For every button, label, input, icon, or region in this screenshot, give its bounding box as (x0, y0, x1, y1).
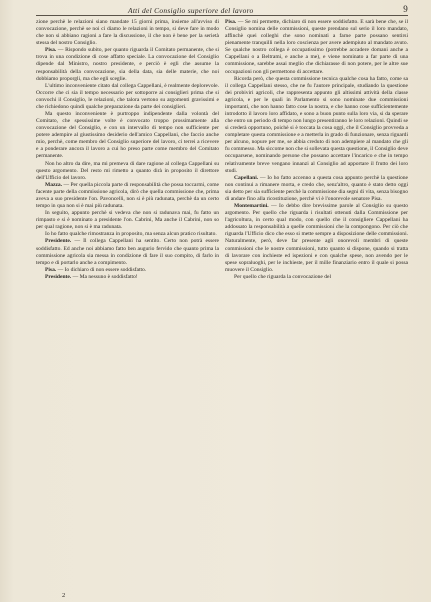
speaker-name: Pisa. (45, 266, 57, 273)
paragraph-text: Io ho fatto qualche rimostranza in proposito, ma senza alcun pratico risultato. (45, 231, 217, 238)
speaker-name: Pisa. (45, 47, 57, 54)
paragraph (36, 161, 219, 182)
running-header-title: Atti del Consiglio superiore del lavoro (128, 6, 254, 15)
speaker-name: Presidente. (45, 238, 72, 245)
header-rule (36, 15, 408, 16)
paragraph (36, 238, 219, 266)
speaker-name: Montemartini. (234, 203, 269, 210)
paragraph (225, 203, 408, 274)
paragraph (36, 231, 219, 238)
paragraph (225, 19, 408, 76)
paragraph (36, 210, 219, 231)
paragraph-text: — Per quella piccola parte di responsabilità che possa toccarmi, come facente parte della commissione agricola, dirò che quella commissione che, prima aveva a suo presidente l'on. Pavoncelli, non si è più radunata, perchè da un certo tempo in qua non si è mai più radunata. (36, 181, 219, 210)
paragraph-text: Per quello che riguarda la convocazione del (234, 273, 332, 280)
paragraph-text: — Il collega Cappellani ha sentito. Certo non potrà essere soddisfatto. Ed anche noi abbiamo fatto ben augurio fervido che quanto prima la commissione agricola sia messa in condizione di fare il suo compito, di farlo in tempo e di portarlo anche a compimento. (36, 238, 219, 266)
paragraph-text: — Ma nessuno è soddisfatto! (72, 273, 138, 280)
left-column (36, 19, 219, 591)
paragraph-text: zione perchè le relazioni siano mandate 15 giorni prima, insieme all'avviso di convocazione, perchè se noi ci diamo le relazioni in tempo, si deve fare in modo che non si abbiano ragioni a fare la discussione, il che non è bene per la serietà stessa del nostro Consiglio. (36, 19, 219, 47)
paragraph (225, 274, 408, 281)
paragraph-text: — Io dichiaro di non essere soddisfatto. (57, 266, 147, 273)
paragraph-text: — Se mi permette, dichiaro di non essere soddisfatto. E sarà bene che, se il Consiglio nomina delle commissioni, queste prendano sul serio il loro mandato, affinchè quei colleghi che sono nominati a farne parte possano sentirsi pienamente tranquilli nella loro coscienza per avere adempiuto al mandato avuto. Se qualche nostro collega è occupatissimo (potrebbe accadere domani anche a Cappellani o a Beltrami, e anche a me), e viene nominato a far parte di una commissione, sarebbe assai meglio che dichiarasse di non potere, per le altre sue occupazioni non gli permettono di accettare. (225, 19, 408, 75)
paragraph (225, 175, 408, 203)
paragraph (36, 83, 219, 111)
paragraph-text: — Io debbo dire brevissime parole al Consiglio su questo argomento. Per quello che riguarda i risultati ottenuti dalla Commissione per l'agricoltura, in certo qual modo, con quello che il consigliere Cappellani ha addossato la responsabilità a quelle commissioni che la compongono. Per ciò che riguarda l'Ufficio dico che esso si mette sempre a disposizione delle commissioni. Naturalmente, però, deve far presente agli onorevoli membri di queste commissioni che le nostre commissioni, tutto quanto si dispone, quando si tratta di lavorare con inchieste ed ispezioni e con qualche spese, non avendo per le spese sopraluoghi, per le inchieste, per il mille finanziario entro il quale si possa muovere il Consiglio. (225, 203, 408, 273)
paragraph (36, 274, 219, 281)
speaker-name: Presidente. (45, 273, 72, 280)
paragraph-text: L'ultimo inconveniente citato dal collega Cappellani, è realmente deplorevole. Occorre che ci sia il tempo necessario per sottoporre ai consiglieri prima che si convochi il Consiglio, le relazioni, che talora vertono su argomenti gravissimi e che richiedono quindi qualche preparazione da parte dei consiglieri. (36, 82, 219, 110)
paragraph-text: Ma questo inconveniente è purtroppo indipendente dalla volontà del Comitato, che spessissime volte è convocato troppo prossimamente alla convocazione del Consiglio, e con un intervallo di tempo non sufficiente per potere adempire al giustissimo desiderio dell'amico Cappellani, che faccio anche mio, perchè, come membro del Consiglio superiore del lavoro, ci terrei a ricevere e a ponderare ancora il lavoro a cui ho preso parte come membro del Comitato permanente. (36, 111, 219, 160)
paragraph (36, 267, 219, 274)
paragraph-text: — Rispondo subito, per quanto riguarda il Comitato permanente, che si trova in una condizione di cose affatto speciale. La convocazione del Consiglio dipende dal Ministro, nostro presidente, e perciò è egli che assume la responsabilità della convocazione, sia della data, sia delle materie, che noi dobbiamo proporgli, ma che egli sceglie. (36, 47, 219, 82)
paragraph-text: Ricorda però, che questa commissione tecnica qualche cosa ha fatto, come sa il collega Cappellani stesso, che ne fu l'autore principale, studiando la questione dei probiviri agricoli, che rappresenta appunto gli altissimi attività della classe agricola, e per le quali in Parlamento si sono nominate due commissioni importanti, che non hanno fatto cose la nostra, e che hanno cose sufficientemente introdotto il lavoro loro affidato, e sono a buon punto sulla loro via, si da sperare che entro un periodo di tempo non lungo presentiranno le loro relazioni. Quindi se si crederà opportuno, poichè si è toccata la cosa oggi, che il Consiglio provveda a completare questa commissione e a metterla in grado di funzionare, senza riguardi per alcuno, nopure per me, se abbia creduto di non adempiere al mandato che gli fu commesso. Ma siccome non che si sollevata questa questione, il Consiglio deve occuparsene, nominando persone che possano accettare l'incarico e che in tempo relativamente breve vengano innanzi al Consiglio ad apportare il frutto dei loro studi. (225, 75, 408, 174)
speaker-name: Pisa. (225, 19, 237, 25)
paragraph-text: — Io ho fatto accenno a questa cosa appunto perchè la questione non continui a rimanere morta, e credo che, senz'altro, quanto è stato detto oggi sia detto per sia sufficiente perchè la commissione dia segni di vita, senza bisogno di andare fino alla ricostituzione, perchè vi è l'onorevole senatore Pisa. (225, 174, 408, 202)
signature-mark: 2 (62, 592, 66, 599)
paragraph (36, 182, 219, 210)
paragraph-text: In seguito, appunto perchè si vedeva che non si radunava mai, fu fatto un rimpasto e si è nominato a presidente l'on. Cabrini, Ma anche il Cabrini, non so per qual ragione, non si è ma radunata. (36, 210, 219, 231)
paragraph (36, 47, 219, 82)
speaker-name: Capellani. (234, 174, 259, 181)
paragraph (225, 76, 408, 175)
right-column (225, 19, 408, 591)
paragraph-text: Non ho altro da dire, ma mi premeva di dare ragione al collega Cappellani su questo argomento. Del resto mi rimetto a quanto dirà in proposito il direttore dell'Ufficio del lavoro. (36, 160, 219, 181)
paragraph (36, 111, 219, 161)
paragraph (36, 19, 219, 47)
page-number: 9 (403, 4, 408, 14)
speaker-name: Mazza. (45, 181, 63, 188)
